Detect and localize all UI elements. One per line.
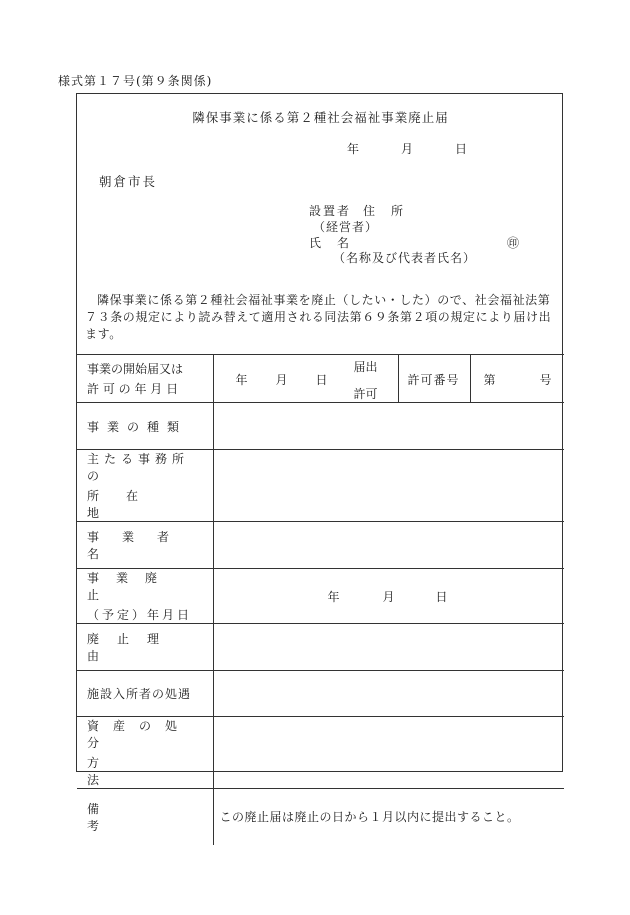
- assets-label-line1: 資産の処分: [87, 719, 192, 750]
- abolition-year: 年: [327, 590, 340, 604]
- main-office-label-line2: 所在地: [87, 489, 166, 520]
- start-month: 月: [275, 373, 288, 387]
- row-abolition-date: [77, 569, 564, 624]
- addressee: 朝倉市長: [99, 174, 158, 189]
- row-operator: [77, 522, 564, 569]
- date-day-label: 日: [455, 142, 468, 156]
- abolition-date-label: [77, 569, 213, 624]
- form-title: 隣保事業に係る第２種社会福祉事業廃止届: [192, 110, 449, 125]
- permit-no-label: 許可番号: [407, 373, 460, 387]
- start-date-cell: [213, 355, 564, 403]
- divider-number: [470, 355, 471, 402]
- divider-permit-no: [398, 355, 399, 402]
- name-note: （名称及び代表者氏名）: [333, 251, 477, 265]
- row-remarks: [77, 789, 564, 845]
- row-business-type: [77, 403, 564, 450]
- remarks-value: この廃止届は廃止の日から１月以内に提出すること。: [213, 789, 564, 845]
- row-assets: [77, 717, 564, 789]
- residents-label: [77, 671, 213, 717]
- seal-mark: ㊞: [507, 236, 520, 250]
- start-permit: 許可: [353, 387, 378, 401]
- abolition-label-line2: （予定）年月日: [87, 608, 193, 622]
- row-main-office: [77, 450, 564, 522]
- name-label: 氏 名: [309, 236, 352, 250]
- reason-label: [77, 624, 213, 671]
- business-type-value: [213, 403, 564, 450]
- abolition-date-cell: [213, 569, 564, 624]
- start-day: 日: [315, 373, 328, 387]
- start-label-line1: 事業の開始届又は: [87, 362, 184, 376]
- setter-label: 設置者: [309, 204, 352, 218]
- abolition-day: 日: [435, 590, 448, 604]
- abolition-label-line1: 事業廃止: [87, 571, 175, 602]
- business-type-label: [77, 403, 213, 450]
- remarks-label-text: 備考: [87, 801, 176, 833]
- row-reason: [77, 624, 564, 671]
- assets-label-line2: 方法: [87, 756, 176, 787]
- main-office-label: [77, 450, 213, 522]
- details-table: [77, 354, 564, 845]
- business-type-label-text: 事業の種類: [87, 419, 188, 434]
- address-label: 住 所: [363, 204, 406, 218]
- date-month-label: 月: [401, 142, 414, 156]
- body-text: 隣保事業に係る第２種社会福祉事業を廃止（したい・した）ので、社会福祉法第７３条の規定により読み替えて適用される同法第６９条第２項の規定により届け出ます。: [85, 293, 552, 341]
- start-year: 年: [235, 373, 248, 387]
- residents-label-text: 施設入所者の処遇: [87, 687, 192, 701]
- row-residents: [77, 671, 564, 717]
- operator-name-value: [213, 522, 564, 569]
- permit-no-suffix: 号: [539, 373, 552, 387]
- permit-no-prefix: 第: [483, 373, 496, 387]
- operator-name-text: 事業者名: [87, 530, 193, 561]
- main-office-value: [213, 450, 564, 522]
- reason-value: [213, 624, 564, 671]
- abolition-month: 月: [382, 590, 395, 604]
- operator-name-label: [77, 522, 213, 569]
- operator-label: （経営者）: [313, 220, 379, 234]
- reason-label-text: 廃止理由: [87, 632, 178, 663]
- form-box: [76, 93, 563, 833]
- assets-label: [77, 717, 213, 789]
- row-start-date: [77, 355, 564, 403]
- residents-value: [213, 671, 564, 717]
- start-date-label: [77, 355, 213, 403]
- start-submit: 届出: [353, 360, 378, 374]
- form-number: 様式第１７号(第９条関係): [58, 74, 213, 88]
- remarks-label: [77, 789, 213, 845]
- assets-value: [213, 717, 564, 789]
- start-label-line2: 許 可 の 年 月 日: [87, 382, 179, 396]
- date-year-label: 年: [347, 142, 360, 156]
- main-office-label-line1: 主たる事務所の: [87, 452, 190, 483]
- business-type-text: [87, 418, 203, 435]
